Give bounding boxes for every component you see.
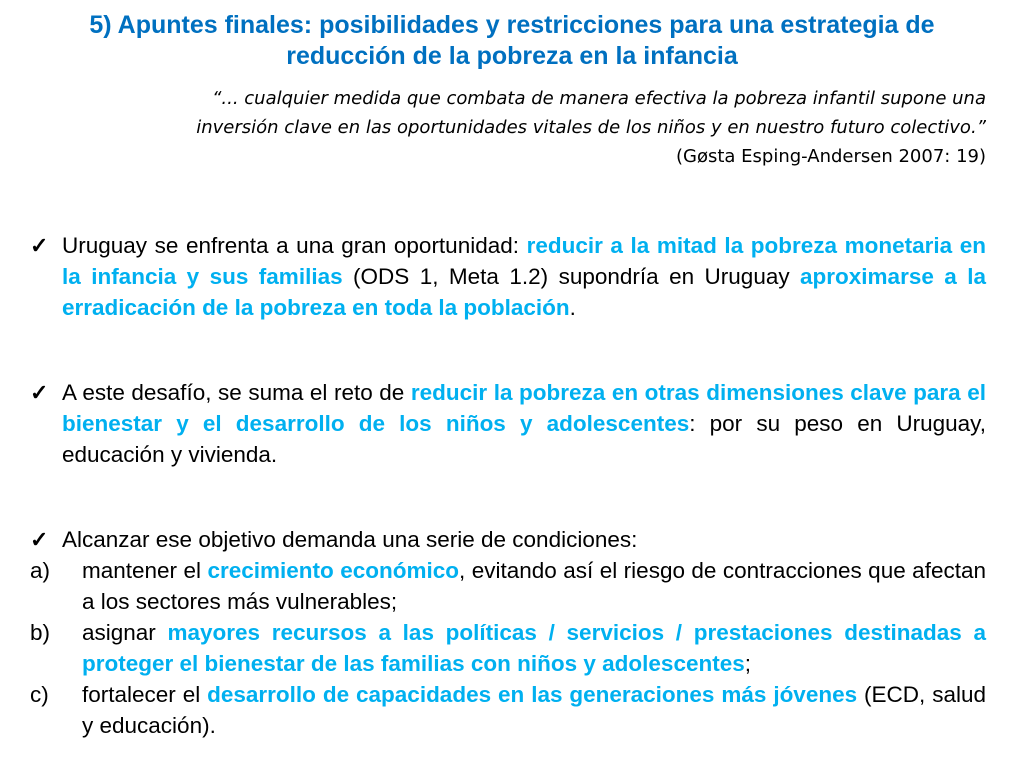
item-text: fortalecer el desarrollo de capacidades en las generaciones más jóvenes (ECD, salud y educación). bbox=[82, 682, 986, 738]
quote-line-1: “... cualquier medida que combata de manera efectiva la pobreza infantil supone una bbox=[212, 88, 986, 109]
title-line-1: 5) Apuntes finales: posibilidades y restricciones para una estrategia de bbox=[89, 11, 935, 39]
epigraph-quote bbox=[80, 84, 986, 171]
quote-citation: (Gøsta Esping-Andersen 2007: 19) bbox=[675, 146, 986, 167]
list-item-a bbox=[30, 555, 986, 617]
bullet-conditions bbox=[30, 524, 986, 741]
item-label: a) bbox=[30, 558, 51, 583]
check-icon: ✓ bbox=[30, 380, 49, 405]
bullet-other-dimensions bbox=[30, 377, 986, 470]
check-icon: ✓ bbox=[30, 233, 49, 258]
item-text: asignar mayores recursos a las políticas / servicios / prestaciones destinadas a proteger el bienestar de las familias con niños y adolescentes; bbox=[82, 620, 986, 676]
bullet-text: Uruguay se enfrenta a una gran oportunidad: reducir a la mitad la pobreza monetaria en la infancia y sus familias (ODS 1, Meta 1.2) supondría en Uruguay aproximarse a la erradicación de la pobreza en toda la población. bbox=[62, 233, 987, 320]
item-label: b) bbox=[30, 620, 51, 645]
bullet-text: Alcanzar ese objetivo demanda una serie de condiciones: bbox=[62, 527, 638, 552]
list-item-b bbox=[30, 617, 986, 679]
bullet-text: A este desafío, se suma el reto de reducir la pobreza en otras dimensiones clave para el bienestar y el desarrollo de los niños y adolescentes: por su peso en Uruguay, educación y vivienda. bbox=[62, 380, 987, 467]
bullet-uruguay-opportunity bbox=[30, 230, 986, 323]
slide-title bbox=[20, 10, 1004, 72]
check-icon: ✓ bbox=[30, 527, 49, 552]
list-item-c bbox=[30, 679, 986, 741]
title-line-2: reducción de la pobreza en la infancia bbox=[286, 42, 738, 70]
quote-line-2: inversión clave en las oportunidades vitales de los niños y en nuestro futuro colectivo.” bbox=[196, 117, 986, 138]
item-text: mantener el crecimiento económico, evitando así el riesgo de contracciones que afectan a los sectores más vulnerables; bbox=[82, 558, 986, 614]
item-label: c) bbox=[30, 682, 49, 707]
